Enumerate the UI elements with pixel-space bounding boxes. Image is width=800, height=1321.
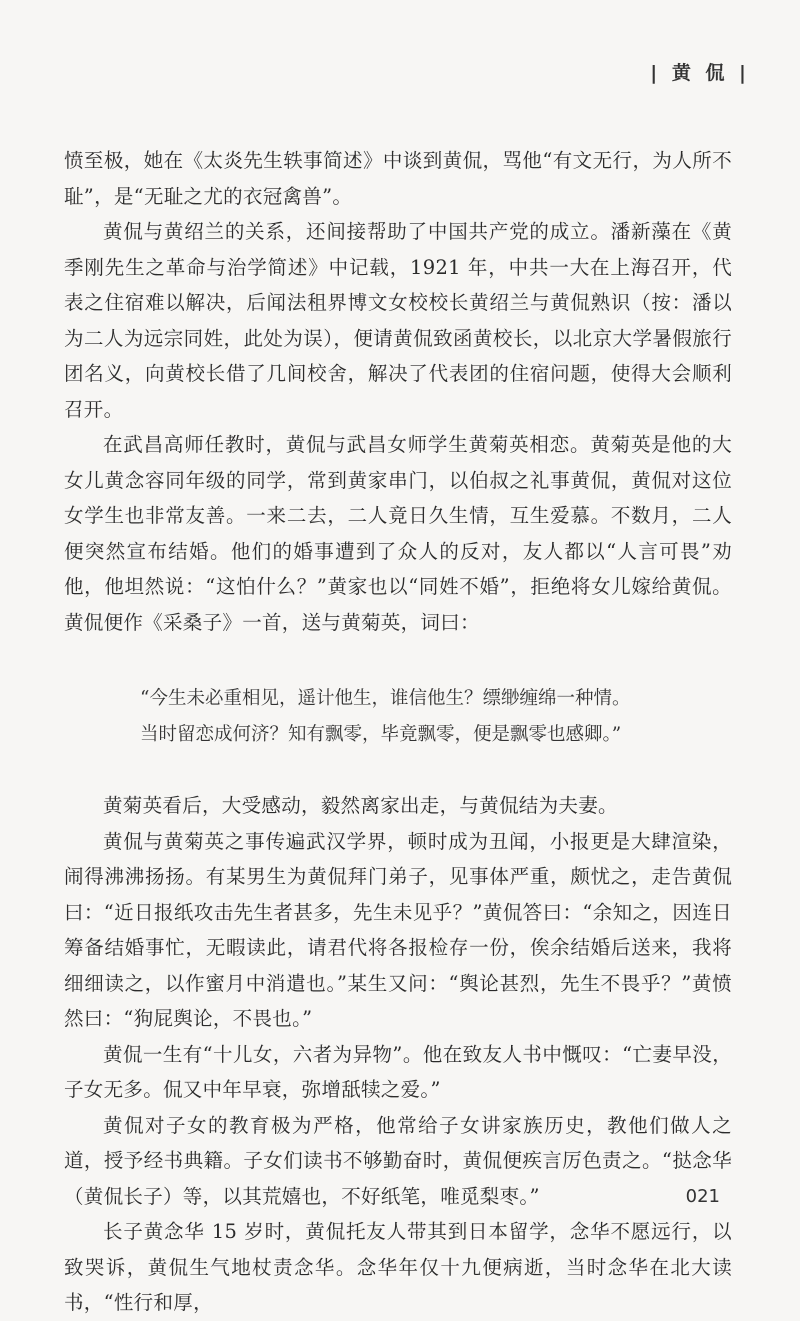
poem-line-2: 当时留恋成何济？知有飘零，毕竟飘零，便是飘零也感卿。” <box>140 723 622 745</box>
paragraph-4: 黄菊英看后，大受感动，毅然离家出走，与黄侃结为夫妻。 <box>103 794 618 817</box>
page-number: 021 <box>685 1186 720 1207</box>
paragraph-2: 黄侃与黄绍兰的关系，还间接帮助了中国共产党的成立。潘新藻在《黄季刚先生之革命与治学简述》中记载，1921 年，中共一大在上海召开，代表之住宿难以解决，后闻法租界博文女校校长黄绍兰与黄侃熟识（按：潘以为二人为远宗同姓，此处为误），便请黄侃致函黄校长，以北京大学暑假旅行团名义，向黄校长借了几间校舍，解决了代表团的住宿问题，使得大会顺利召开。 <box>64 220 732 421</box>
paragraph-1: 愤至极，她在《太炎先生轶事简述》中谈到黄侃，骂他“有文无行，为人所不耻”，是“无耻之尤的衣冠禽兽”。 <box>64 149 732 208</box>
paragraph-7: 黄侃对子女的教育极为严格，他常给子女讲家族历史，教他们做人之道，授予经书典籍。子女们读书不够勤奋时，黄侃便疾言厉色责之。“挞念华（黄侃长子）等，以其荒嬉也，不好纸笔，唯觅梨枣。” <box>64 1113 732 1208</box>
paragraph-6: 黄侃一生有“十儿女，六者为异物”。他在致友人书中慨叹：“亡妻早没，子女无多。侃又中年早衰，弥增舐犊之爱。” <box>64 1042 732 1101</box>
paragraph-5: 黄侃与黄菊英之事传遍武汉学界，顿时成为丑闻，小报更是大肆渲染，闹得沸沸扬扬。有某男生为黄侃拜门弟子，见事体严重，颇忧之，走告黄侃曰：“近日报纸攻击先生者甚多，先生未见乎？”黄侃答曰：“余知之，因连日筹备结婚事忙，无暇读此，请君代将各报检存一份，俟余结婚后送来，我将细细读之，以作蜜月中消遣也。”某生又问：“舆论甚烈，先生不畏乎？”黄愤然曰：“狗屁舆论，不畏也。” <box>64 829 732 1030</box>
page-body <box>64 143 732 1321</box>
running-header: | 黄 侃 | <box>650 62 750 84</box>
paragraph-8: 长子黄念华 15 岁时，黄侃托友人带其到日本留学，念华不愿远行，以致哭诉，黄侃生气地杖责念华。念华年仅十九便病逝，当时念华在北大读书，“性行和厚， <box>64 1220 732 1314</box>
paragraph-3: 在武昌高师任教时，黄侃与武昌女师学生黄菊英相恋。黄菊英是他的大女儿黄念容同年级的同学，常到黄家串门，以伯叔之礼事黄侃，黄侃对这位女学生也非常友善。一来二去，二人竟日久生情，互生爱慕。不数月，二人便突然宣布结婚。他们的婚事遭到了众人的反对，友人都以“人言可畏”劝他，他坦然说：“这怕什么？”黄家也以“同姓不婚”，拒绝将女儿嫁给黄侃。黄侃便作《采桑子》一首，送与黄菊英，词曰： <box>64 433 732 634</box>
poem-quote <box>64 681 732 752</box>
poem-line-1: “今生未必重相见，遥计他生，谁信他生？缥缈缠绵一种情。 <box>140 688 631 709</box>
